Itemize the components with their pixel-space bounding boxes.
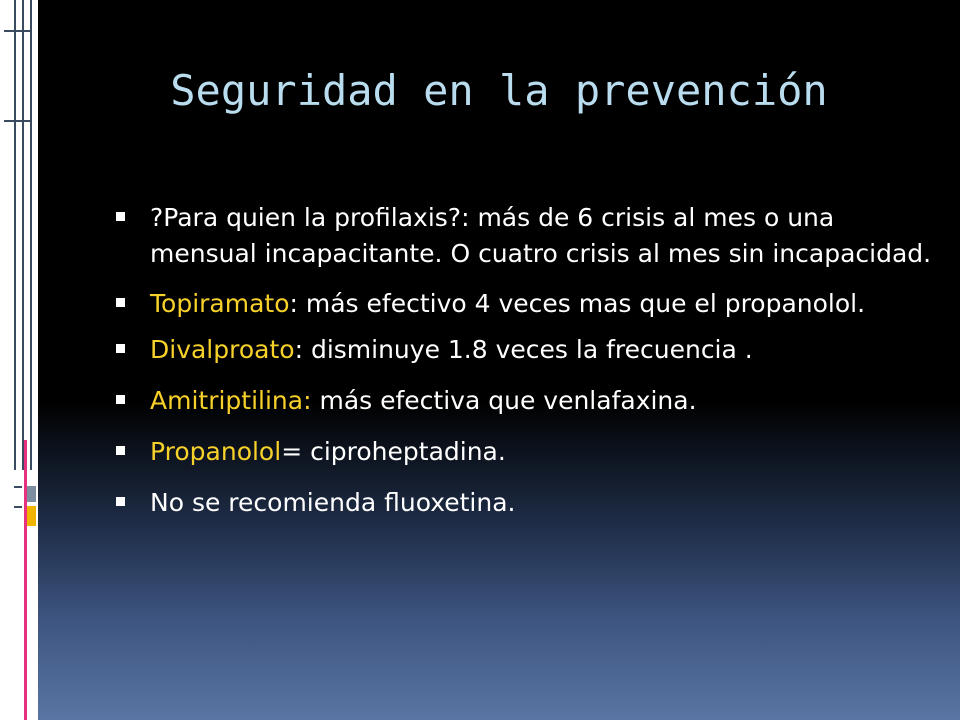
bullet-highlight: Propanolol — [150, 437, 282, 466]
bullet-text: No se recomienda fluoxetina. — [150, 488, 516, 517]
list-item — [114, 200, 934, 272]
bullet-text: ?Para quien la profilaxis?: más de 6 crisis al mes o una mensual incapacitante. O cuatro crisis al mes sin incapacidad. — [150, 203, 932, 268]
list-item — [114, 434, 934, 470]
bullet-highlight: Amitriptilina: — [150, 386, 312, 415]
list-item — [114, 332, 934, 368]
list-item — [114, 383, 934, 419]
bullet-text: más efectiva que venlafaxina. — [311, 386, 697, 415]
bullet-highlight: Divalproato — [150, 335, 295, 364]
list-item — [114, 286, 934, 322]
square-bullet-icon — [116, 344, 125, 353]
square-bullet-icon — [116, 446, 125, 455]
square-bullet-icon — [116, 395, 125, 404]
bullet-highlight: Topiramato — [150, 289, 290, 318]
slide-title: Seguridad en la prevención — [170, 66, 828, 115]
bullet-text: : disminuye 1.8 veces la frecuencia . — [294, 335, 753, 364]
bullet-text: = ciproheptadina. — [281, 437, 506, 466]
square-bullet-icon — [116, 298, 125, 307]
square-bullet-icon — [116, 497, 125, 506]
list-item — [114, 485, 934, 521]
bullet-text: : más efectivo 4 veces mas que el propanolol. — [289, 289, 866, 318]
left-decoration-strip — [0, 0, 38, 720]
square-bullet-icon — [116, 212, 125, 221]
left-decoration-graphic — [0, 0, 38, 720]
slide-content — [38, 0, 960, 720]
bullet-list — [114, 200, 934, 521]
